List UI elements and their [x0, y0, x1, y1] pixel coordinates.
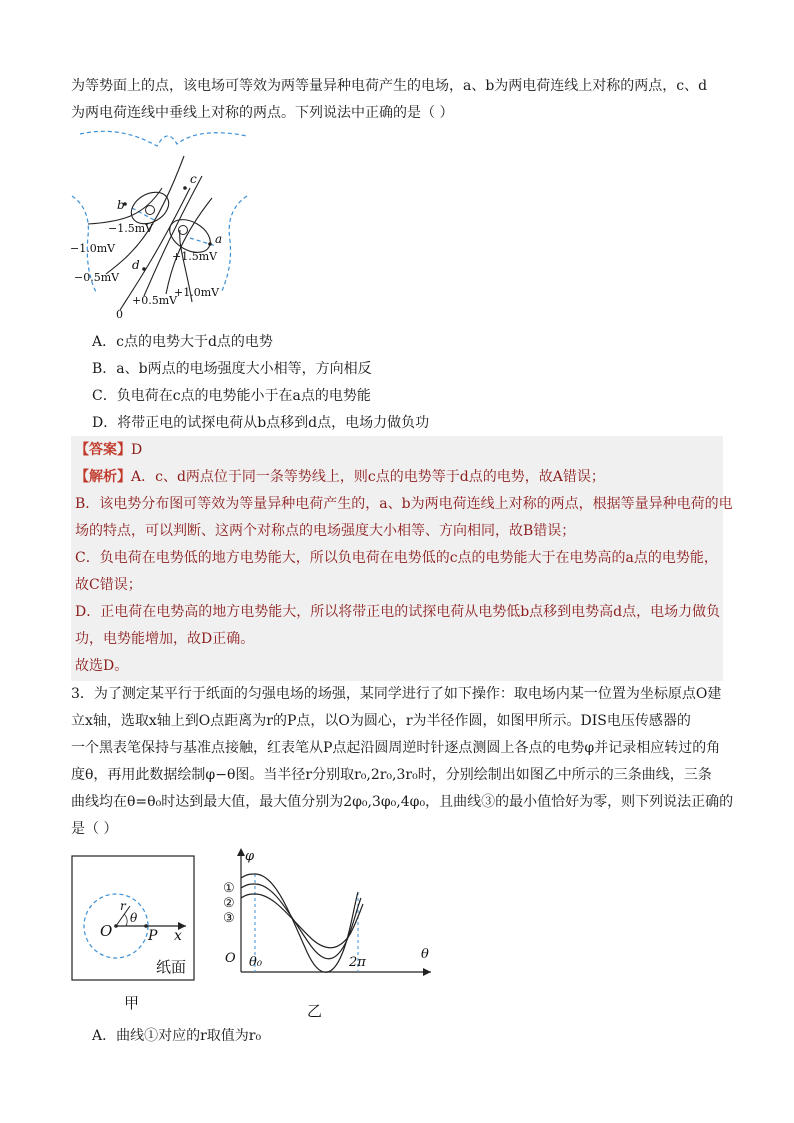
label-curve-3: ③ — [223, 911, 235, 926]
analysis-tag: 【解析】 — [75, 469, 131, 485]
analysis-line-5: 故C错误； — [75, 577, 142, 593]
label-theta: θ — [130, 911, 138, 925]
q3-stem-line-6: 是（ ） — [71, 821, 118, 837]
analysis-line-4: C．负电荷在电势低的地方电势能大，所以负电荷在电势低的c点的电势能大于在电势高的a点的电势能， — [75, 550, 718, 566]
label-theta-axis: θ — [421, 947, 429, 962]
point-d — [142, 267, 146, 271]
label-twopi: 2π — [349, 955, 366, 970]
q2-stem-line-2: 为两电荷连线中垂线上对称的两点。下列说法中正确的是（ ） — [71, 105, 454, 121]
label-O: O — [100, 922, 113, 940]
label-c: c — [190, 172, 197, 186]
negative-charge-marker — [146, 206, 155, 215]
label-m15: −1.5mV — [108, 222, 154, 235]
label-curve-1: ① — [223, 881, 235, 896]
point-c — [183, 186, 187, 190]
caption-jia: 甲 — [124, 994, 140, 1012]
q2-option-a: A．c点的电势大于d点的电势 — [92, 334, 273, 350]
label-P: P — [148, 928, 158, 944]
analysis-line-2: B．该电势分布图可等效为等量异种电荷产生的，a、b为两电荷连线上对称的两点，根据等量异种电荷的电 — [75, 496, 733, 512]
analysis-line-8: 故选D。 — [75, 658, 129, 674]
q3-stem-line-1: 3．为了测定某平行于纸面的匀强电场的场强，某同学进行了如下操作：取电场内某一位置为坐标原点O建 — [71, 686, 722, 702]
q2-option-c: C．负电荷在c点的电势能小于在a点的电势能 — [92, 388, 371, 404]
answer-value: D — [131, 442, 143, 458]
caption-yi: 乙 — [307, 1002, 323, 1020]
label-paper: 纸面 — [156, 958, 187, 976]
q3-stem-line-3: 一个黑表笔保持与基准点接触，红表笔从P点起沿圆周逆时针逐点测圆上各点的电势φ并记录相应转过的角 — [71, 740, 721, 756]
label-b: b — [117, 198, 125, 212]
label-origin: O — [225, 951, 236, 966]
q2-option-b: B．a、b两点的电场强度大小相等，方向相反 — [92, 361, 372, 377]
label-p05: +0.5mV — [132, 294, 178, 307]
label-m05: −0.5mV — [74, 271, 120, 284]
label-x: x — [174, 928, 182, 944]
q2-option-d: D．将带正电的试探电荷从b点移到d点，电场力做负功 — [92, 415, 430, 431]
label-a: a — [215, 232, 223, 246]
curve-2 — [241, 884, 361, 959]
q2-stem-line-1: 为等势面上的点，该电场可等效为两等量异种电荷产生的电场，a、b为两电荷连线上对称的两点，c、d — [71, 78, 708, 94]
q3-stem-line-5: 曲线均在θ=θ₀时达到最大值，最大值分别为2φ₀,3φ₀,4φ₀，且曲线③的最小值恰好为零，则下列说法正确的 — [71, 794, 734, 810]
equipotential-figure — [62, 126, 262, 326]
answer-line — [75, 440, 142, 460]
label-curve-2: ② — [223, 896, 235, 911]
answer-tag: 【答案】 — [75, 442, 131, 458]
q3-stem-line-2: 立x轴，选取x轴上到O点距离为r的P点，以O为圆心，r为半径作圆，如图甲所示。DIS电压传感器的 — [71, 713, 691, 729]
label-r: r — [120, 899, 126, 913]
label-p15: +1.5mV — [172, 250, 218, 263]
analysis-line-1 — [75, 467, 605, 487]
figure-jia — [70, 852, 200, 1020]
analysis-line-7: 功，电势能增加，故D正确。 — [75, 631, 255, 647]
figure-yi — [215, 842, 437, 1022]
label-zero: 0 — [116, 308, 123, 321]
analysis-text-1: A．c、d两点位于同一条等势线上，则c点的电势等于d点的电势，故A错误； — [131, 469, 605, 485]
q3-option-a: A．曲线①对应的r取值为r₀ — [92, 1028, 262, 1044]
analysis-line-3: 场的特点，可以判断、这两个对称点的电场强度大小相等、方向相同，故B错误； — [75, 523, 576, 539]
label-m10: −1.0mV — [70, 242, 116, 255]
q3-stem-line-4: 度θ，再用此数据绘制φ−θ图。当半径r分别取r₀,2r₀,3r₀时，分别绘制出如图乙中所示的三条曲线，三条 — [71, 767, 712, 783]
label-p10: +1.0mV — [174, 286, 220, 299]
label-theta0: θ₀ — [249, 955, 263, 970]
label-phi: φ — [245, 849, 255, 864]
label-d: d — [132, 258, 140, 272]
point-a — [208, 242, 212, 246]
analysis-line-6: D．正电荷在电势高的地方电势能大，所以将带正电的试探电荷从电势低b点移到电势高d点，电场力做负 — [75, 604, 721, 620]
